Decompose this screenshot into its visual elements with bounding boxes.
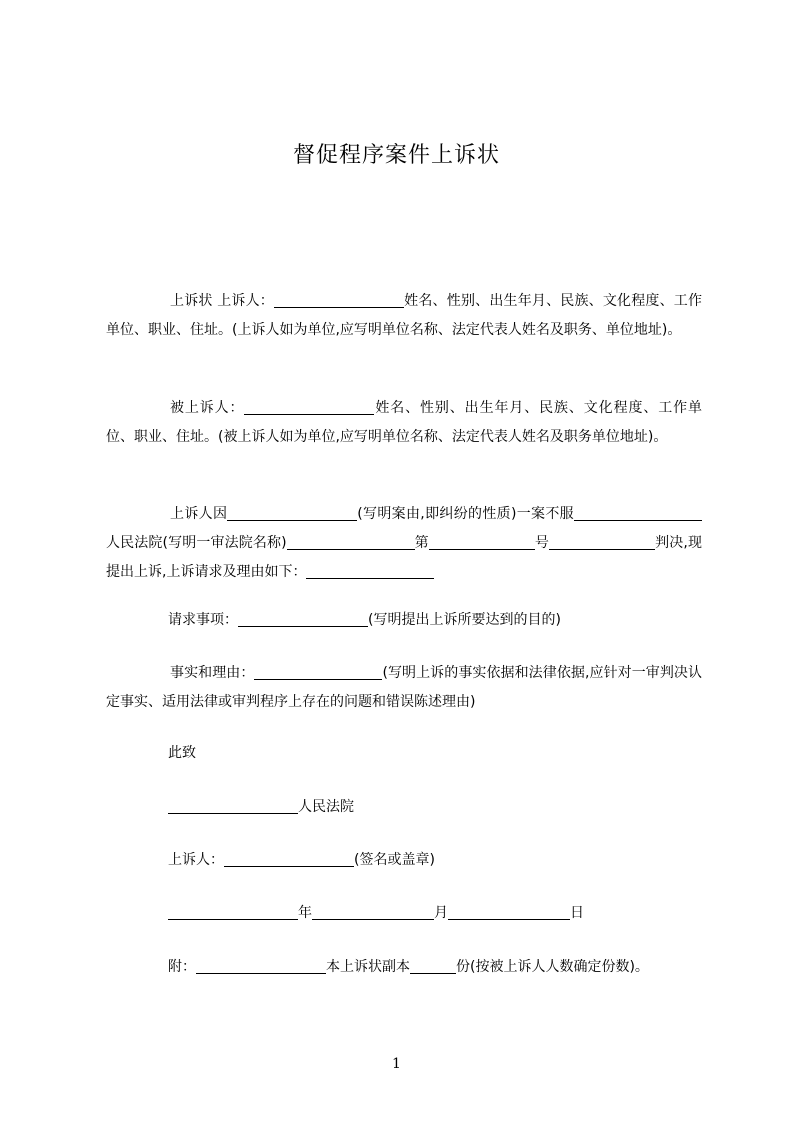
- court-blank: [168, 798, 298, 814]
- claims-paragraph: [168, 606, 702, 635]
- claims-blank: [238, 611, 368, 627]
- copies-count-blank: [410, 958, 456, 974]
- appeal-reason-lead: 上诉人因: [170, 506, 228, 522]
- case-cause-blank: [227, 505, 357, 521]
- addressee-court-text: 人民法院: [298, 799, 354, 815]
- signature-label: 上诉人：: [168, 852, 224, 868]
- appeal-request-blank: [306, 563, 434, 579]
- year-label: 年: [298, 905, 312, 921]
- day-label: 日: [570, 905, 584, 921]
- judgment-blank-a: [549, 534, 617, 550]
- claims-label: 请求事项：: [168, 612, 238, 628]
- judgment-note: 判决,现提出上诉,上诉请求及理由如下：: [106, 535, 702, 580]
- attachment-line: [168, 953, 702, 982]
- attachment-note: 份(按被上诉人人数确定份数)。: [456, 959, 649, 975]
- appellant-instructions: 姓名、性别、出生年月、民族、文化程度、工作单位、职业、住址。(上诉人如为单位,应写明单位名称、法定代表人姓名及职务、单位地址)。: [106, 293, 702, 338]
- case-number-suffix: 号: [534, 535, 550, 551]
- signature-line: [168, 846, 702, 875]
- document-title: 督促程序案件上诉状: [292, 143, 500, 168]
- month-label: 月: [434, 905, 448, 921]
- appellee-instructions: 姓名、性别、出生年月、民族、文化程度、工作单位、职业、住址。(被上诉人如为单位,应写明单位名称、法定代表人姓名及职务单位地址)。: [106, 400, 703, 445]
- appellee-paragraph: [106, 394, 702, 452]
- judgment-blank-b: [617, 534, 655, 550]
- appellant-paragraph: [106, 287, 702, 345]
- case-cause-note: (写明案由,即纠纷的性质)一案不服: [357, 506, 575, 522]
- facts-reasons-note: (写明上诉的事实依据和法律依据,应针对一审判决认定事实、适用法律或审判程序上存在的问题和错误陈述理由): [106, 665, 702, 710]
- facts-reasons-blank: [254, 664, 382, 680]
- court-name-note: 人民法院(写明一审法院名称): [106, 535, 287, 551]
- page-number: 1: [392, 1056, 401, 1072]
- signature-blank: [224, 851, 354, 867]
- facts-reasons-label: 事实和理由：: [170, 665, 255, 681]
- claims-note: (写明提出上诉所要达到的目的): [368, 612, 561, 628]
- appellee-label: 被上诉人：: [170, 400, 245, 416]
- court-name-blank-b: [664, 505, 702, 521]
- appellant-label: 上诉状 上诉人：: [170, 293, 274, 309]
- attachment-label: 附：: [168, 959, 196, 975]
- year-blank: [168, 904, 298, 920]
- salutation-text: 此致: [168, 745, 196, 761]
- date-line: [168, 899, 702, 928]
- signature-note: (签名或盖章): [354, 852, 435, 868]
- addressee-court: [168, 793, 702, 822]
- court-name-blank-a: [574, 505, 664, 521]
- month-blank: [312, 904, 434, 920]
- attachment-copies-text: 本上诉状副本: [326, 959, 410, 975]
- appeal-reason-paragraph: [106, 500, 702, 587]
- case-year-blank: [287, 534, 415, 550]
- salutation: [168, 739, 702, 768]
- appellant-name-blank: [274, 292, 404, 308]
- attachment-blank: [196, 958, 326, 974]
- case-number-prefix: 第: [414, 535, 429, 551]
- case-number-blank: [429, 534, 535, 550]
- facts-reasons-paragraph: [106, 659, 702, 717]
- day-blank: [448, 904, 570, 920]
- appellee-name-blank: [244, 399, 374, 415]
